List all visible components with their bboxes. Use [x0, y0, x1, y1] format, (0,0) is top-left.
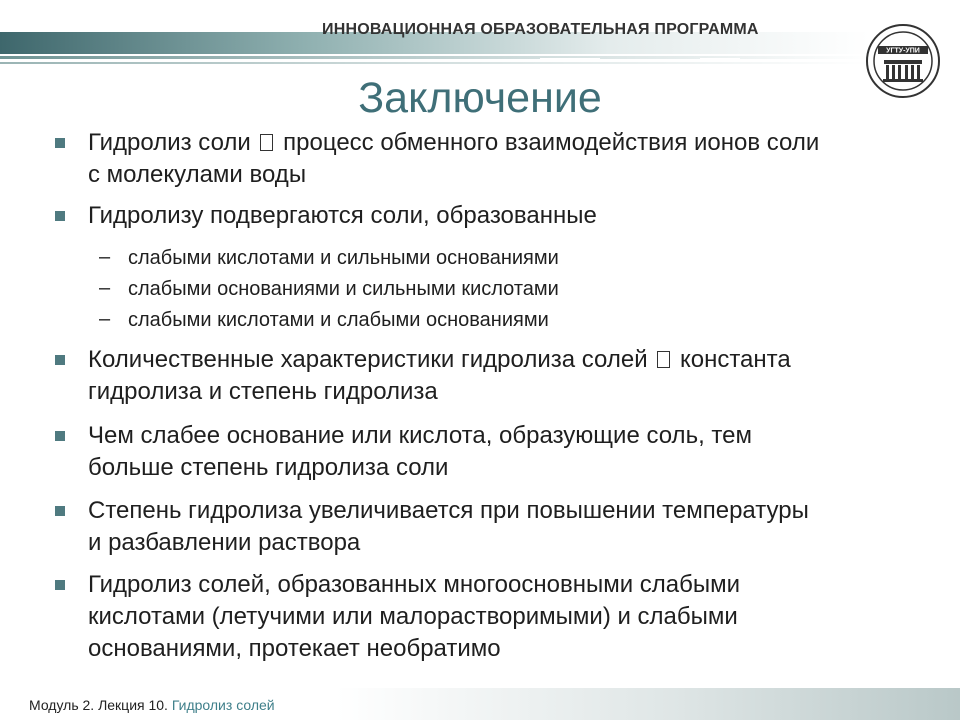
bullet-marker: [55, 211, 65, 221]
program-title: ИННОВАЦИОННАЯ ОБРАЗОВАТЕЛЬНАЯ ПРОГРАММА: [322, 21, 759, 38]
missing-glyph-icon: [657, 351, 670, 368]
bullet-item: [88, 344, 908, 408]
bullet-marker: [55, 580, 65, 590]
bullet-item: [88, 569, 908, 665]
bullet-text: Количественные характеристики гидролиза солей: [88, 346, 655, 373]
bullet-text: Чем слабее основание или кислота, образующие соль, тем: [88, 422, 752, 449]
bullet-text: и разбавлении раствора: [88, 529, 361, 556]
bullet-text: с молекулами воды: [88, 161, 307, 188]
bullet-marker: [55, 506, 65, 516]
bullet-marker: [55, 355, 65, 365]
bullet-text: больше степень гидролиза соли: [88, 454, 449, 481]
footer-topic: Гидролиз солей: [171, 697, 275, 713]
bullet-text: гидролиза и степень гидролиза: [88, 378, 438, 405]
sub-item: слабыми кислотами и сильными основаниями: [128, 247, 559, 269]
logo-label: УГТУ-УПИ: [886, 47, 920, 55]
bullet-marker: [55, 138, 65, 148]
bullet-marker: [55, 431, 65, 441]
sub-item: слабыми кислотами и слабыми основаниями: [128, 309, 549, 331]
footer-module: Модуль 2. Лекция 10.: [29, 697, 168, 713]
footer: [29, 697, 275, 713]
bullet-text: Степень гидролиза увеличивается при повышении температуры: [88, 497, 809, 524]
bullet-text: константа: [673, 346, 791, 373]
bullet-item: [88, 127, 908, 191]
slide-title: Заключение: [358, 74, 602, 122]
bullet-text: Гидролиз соли: [88, 129, 258, 156]
sub-dash: –: [99, 308, 111, 330]
bullet-item: [88, 420, 908, 484]
bullet-text: кислотами (летучими или малорастворимыми) и слабыми: [88, 603, 738, 630]
header-band: [0, 0, 960, 75]
bullet-item: [88, 200, 908, 232]
bullet-text: процесс обменного взаимодействия ионов соли: [276, 129, 820, 156]
bullet-item: [88, 495, 908, 559]
missing-glyph-icon: [260, 134, 273, 151]
sub-item: слабыми основаниями и сильными кислотами: [128, 278, 559, 300]
sub-dash: –: [99, 246, 111, 268]
bullet-text: Гидролиз солей, образованных многоосновными слабыми: [88, 571, 741, 598]
bullet-text: основаниями, протекает необратимо: [88, 635, 501, 662]
sub-dash: –: [99, 277, 111, 299]
bullet-text: Гидролизу подвергаются соли, образованные: [88, 202, 597, 229]
